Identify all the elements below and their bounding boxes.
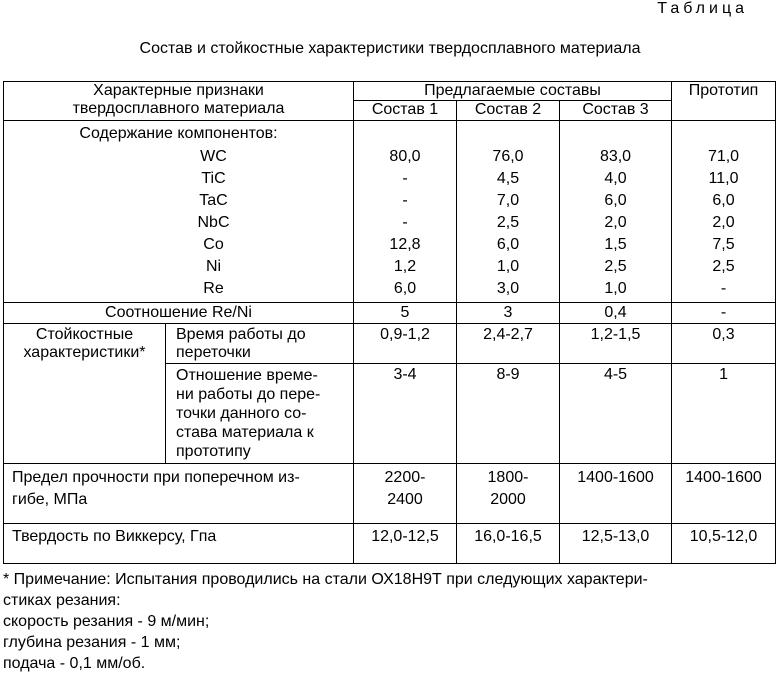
- components-comp3: [560, 121, 672, 303]
- value-cell: 0,4: [560, 303, 672, 324]
- strength-comp2: [457, 464, 560, 524]
- value-cell: -: [402, 214, 408, 231]
- strength-label: [4, 464, 354, 524]
- value-cell: 4,0: [604, 170, 627, 187]
- ratio-label: Соотношение Re/Ni: [4, 303, 354, 324]
- value-cell: 1,2: [393, 258, 417, 275]
- component-name: NbC: [197, 214, 230, 231]
- value-cell: 1,2-1,5: [560, 324, 672, 364]
- value-cell: 3: [457, 303, 560, 324]
- value-cell: 2,0: [712, 214, 735, 231]
- header-proposed: Предлагаемые составы: [354, 82, 672, 101]
- components-comp1: [354, 121, 457, 303]
- value-cell: 0,9-1,2: [354, 324, 457, 364]
- relation-label-line2: ни работы до пере-: [176, 386, 321, 403]
- value-cell: 3,0: [496, 280, 520, 297]
- value-cell: 0,3: [672, 324, 776, 364]
- value-cell: 10,5-12,0: [672, 524, 776, 564]
- value-cell: 12,0-12,5: [354, 524, 457, 564]
- value-cell: 2,0: [604, 214, 627, 231]
- hardness-label: Твердость по Виккерсу, Гпа: [4, 524, 354, 564]
- value-cell: 1: [672, 364, 776, 464]
- value-cell: -: [402, 170, 408, 187]
- value-cell: -: [720, 280, 727, 297]
- footnote-line3: скорость резания - 9 м/мин;: [3, 613, 210, 630]
- value-cell: 2,5: [496, 214, 520, 231]
- components-prototype: [672, 121, 776, 303]
- value-cell: 16,0-16,5: [457, 524, 560, 564]
- component-name: TaC: [199, 192, 228, 209]
- value-cell: 6,0: [393, 280, 417, 297]
- component-name: WC: [200, 148, 227, 165]
- value-cell: 8-9: [457, 364, 560, 464]
- value-cell: 6,0: [604, 192, 627, 209]
- footnote-line1: * Примечание: Испытания проводились на стали ОХ18Н9Т при следующих характери-: [3, 571, 648, 588]
- value-cell: 83,0: [599, 148, 632, 165]
- value-cell: 2400: [387, 491, 423, 508]
- value-cell: 2,4-2,7: [457, 324, 560, 364]
- header-comp3: Состав 3: [560, 101, 672, 121]
- relation-label-line3: точки данного со-: [176, 405, 307, 422]
- table-title: Состав и стойкостные характеристики твердосплавного материала: [139, 40, 641, 57]
- footnote-line4: глубина резания - 1 мм;: [3, 634, 181, 651]
- relation-label-line5: прототипу: [176, 443, 251, 460]
- value-cell: -: [402, 192, 408, 209]
- value-cell: 7,0: [496, 192, 520, 209]
- value-cell: 3-4: [354, 364, 457, 464]
- value-cell: 7,5: [712, 236, 735, 253]
- footnote: [3, 569, 773, 674]
- value-cell: 12,8: [389, 236, 421, 253]
- value-cell: 71,0: [707, 148, 740, 165]
- value-cell: 11,0: [708, 170, 739, 187]
- footnote-line5: подача - 0,1 мм/об.: [3, 655, 146, 672]
- component-name: Co: [203, 236, 224, 253]
- component-name: Re: [203, 280, 224, 297]
- strength-label-line2: гибе, МПа: [12, 491, 88, 508]
- component-name: TiC: [201, 170, 226, 187]
- header-features-line1: Характерные признаки: [93, 82, 264, 99]
- relation-label-line1: Отношение време-: [176, 367, 318, 384]
- components-title: Содержание компонентов:: [79, 125, 278, 142]
- value-cell: 2,5: [604, 258, 627, 275]
- value-cell: 6,0: [496, 236, 520, 253]
- header-features: [4, 82, 354, 121]
- durability-label-line2: характеристики*: [23, 344, 146, 361]
- strength-label-line1: Предел прочности при поперечном из-: [12, 469, 300, 486]
- value-cell: 5: [354, 303, 457, 324]
- value-cell: 80,0: [389, 148, 421, 165]
- value-cell: -: [672, 303, 776, 324]
- header-features-line2: твердосплавного материала: [72, 100, 285, 117]
- header-comp1: Состав 1: [354, 101, 457, 121]
- value-cell: 1800-: [487, 469, 529, 486]
- value-cell: 1400-1600: [672, 464, 776, 524]
- value-cell: 12,5-13,0: [560, 524, 672, 564]
- components-comp2: [457, 121, 560, 303]
- table-caption: Таблица: [657, 0, 748, 17]
- value-cell: 4-5: [560, 364, 672, 464]
- header-comp2: Состав 2: [457, 101, 560, 121]
- footnote-line2: стиках резания:: [3, 592, 121, 609]
- durability-label-line1: Стойкостные: [35, 326, 134, 343]
- component-name: Ni: [205, 258, 222, 275]
- header-prototype: Прототип: [672, 82, 776, 121]
- strength-comp1: [354, 464, 457, 524]
- value-cell: 1,5: [604, 236, 627, 253]
- value-cell: 6,0: [712, 192, 735, 209]
- value-cell: 1,0: [496, 258, 520, 275]
- relation-label: [166, 364, 354, 464]
- value-cell: 2,5: [712, 258, 735, 275]
- value-cell: 1400-1600: [560, 464, 672, 524]
- value-cell: 2200-: [384, 469, 426, 486]
- relation-label-line4: става материала к: [176, 424, 314, 441]
- value-cell: 2000: [490, 491, 526, 508]
- durability-label: [4, 324, 166, 464]
- time-label: [166, 324, 354, 364]
- time-label-line2: переточки: [176, 344, 251, 361]
- value-cell: 4,5: [496, 170, 520, 187]
- time-label-line1: Время работы до: [176, 326, 306, 343]
- value-cell: 76,0: [492, 148, 524, 165]
- components-label-cell: [4, 121, 354, 303]
- value-cell: 1,0: [604, 280, 627, 297]
- composition-table: [3, 81, 776, 564]
